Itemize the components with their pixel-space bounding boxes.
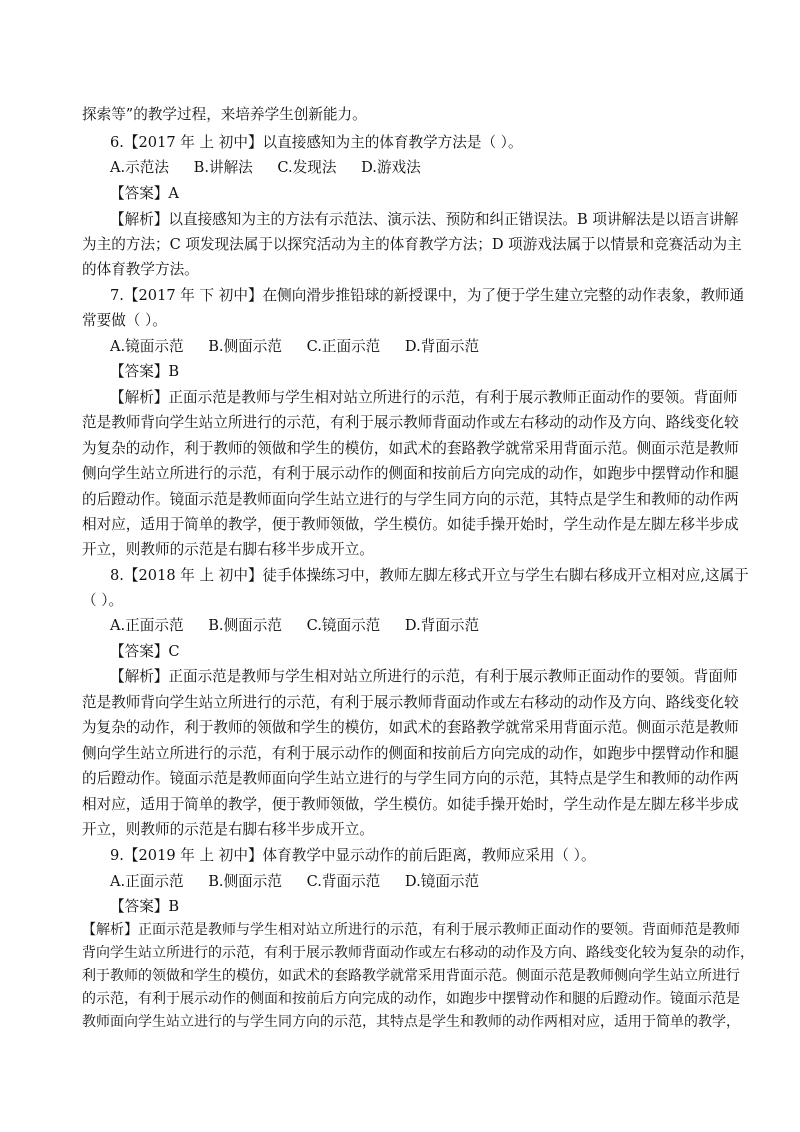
text-line: 探索等”的教学过程，来培养学生创新能力。 — [82, 106, 367, 123]
question-8-choices — [110, 616, 479, 636]
answer-6: 【答案】A — [110, 185, 179, 202]
question-6: 6.【2017 年 上 初中】以直接感知为主的体育教学方法是（ ）。 — [110, 134, 523, 151]
analysis-line: 范是教师背向学生站立所进行的示范，有利于展示教师背面动作或左右移动的动作及方向、路线变化较 — [82, 694, 739, 711]
choice-d: D.背面示范 — [404, 617, 480, 634]
choice-b: B.侧面示范 — [208, 617, 282, 634]
analysis-line: 开立，则教师的示范是右脚右移半步成开立。 — [82, 821, 374, 838]
answer-9: 【答案】B — [110, 898, 180, 915]
analysis-line: 的后蹬动作。镜面示范是教师面向学生站立进行的与学生同方向的示范，其特点是学生和教师的动作两 — [82, 491, 739, 508]
analysis-line: 为主的方法；C 项发现法属于以探究活动为主的体育教学方法；D 项游戏法属于以情景和竞赛活动为主 — [82, 236, 742, 253]
analysis-line: 【解析】正面示范是教师与学生相对站立所进行的示范，有利于展示教师正面动作的要领。背面师 — [110, 668, 738, 685]
answer-7: 【答案】B — [110, 363, 180, 380]
analysis-line: 【解析】正面示范是教师与学生相对站立所进行的示范，有利于展示教师正面动作的要领。背面师 — [110, 389, 738, 406]
question-9-choices — [110, 872, 479, 892]
choice-b: B.侧面示范 — [208, 338, 282, 355]
question-7-cont: 常要做（ ）。 — [82, 312, 167, 329]
question-7: 7.【2017 年 下 初中】在侧向滑步推铅球的新授课中，为了便于学生建立完整的动作表象，教师通 — [110, 287, 745, 304]
choice-b: B.侧面示范 — [208, 873, 282, 890]
analysis-line: 的示范，有利于展示动作的侧面和按前后方向完成的动作，如跑步中摆臂动作和腿的后蹬动作。镜面示范是 — [82, 991, 740, 1007]
choice-a: A.正面示范 — [110, 617, 184, 634]
analysis-line: 的体育教学方法。 — [82, 261, 199, 278]
answer-8: 【答案】C — [110, 643, 180, 660]
analysis-line: 侧向学生站立所进行的示范，有利于展示动作的侧面和按前后方向完成的动作，如跑步中摆臂动作和腿 — [82, 465, 739, 482]
analysis-line: 范是教师背向学生站立所进行的示范，有利于展示教师背面动作或左右移动的动作及方向、路线变化较 — [82, 414, 739, 431]
analysis-line: 开立，则教师的示范是右脚右移半步成开立。 — [82, 541, 374, 558]
analysis-line: 相对应，适用于简单的教学，便于教师领做，学生模仿。如徒手操开始时，学生动作是左脚左移半步成 — [82, 796, 739, 813]
analysis-line: 为复杂的动作，利于教师的领做和学生的模仿，如武术的套路教学就常采用背面示范。侧面示范是教师 — [82, 440, 739, 457]
analysis-line: 的后蹬动作。镜面示范是教师面向学生站立进行的与学生同方向的示范，其特点是学生和教师的动作两 — [82, 770, 739, 787]
question-8-cont: （ ）。 — [82, 592, 124, 609]
analysis-line: 侧向学生站立所进行的示范，有利于展示动作的侧面和按前后方向完成的动作，如跑步中摆臂动作和腿 — [82, 745, 739, 762]
choice-c: C.镜面示范 — [306, 617, 381, 634]
choice-d: D.背面示范 — [404, 338, 480, 355]
analysis-line: 相对应，适用于简单的教学，便于教师领做，学生模仿。如徒手操开始时，学生动作是左脚左移半步成 — [82, 516, 739, 533]
choice-d: D.游戏法 — [361, 159, 421, 176]
analysis-line: 背向学生站立所进行的示范，有利于展示教师背面动作或左右移动的动作及方向、路线变化较为复杂的动作， — [82, 945, 754, 961]
choice-b: B.讲解法 — [193, 159, 253, 176]
choice-a: A.镜面示范 — [110, 338, 184, 355]
analysis-line: 利于教师的领做和学生的模仿，如武术的套路教学就常采用背面示范。侧面示范是教师侧向学生站立所进行 — [82, 968, 740, 984]
analysis-line: 【解析】以直接感知为主的方法有示范法、演示法、预防和纠正错误法。B 项讲解法是以语言讲解 — [110, 211, 739, 228]
question-7-choices — [110, 337, 479, 357]
choice-c: C.正面示范 — [306, 338, 381, 355]
question-8: 8.【2018 年 上 初中】徒手体操练习中，教师左脚左移式开立与学生右脚右移成开立相对应,这属于 — [110, 567, 749, 584]
choice-a: A.示范法 — [110, 159, 169, 176]
analysis-line: 教师面向学生站立进行的与学生同方向的示范，其特点是学生和教师的动作两相对应，适用于简单的教学， — [82, 1014, 740, 1030]
analysis-line: 【解析】正面示范是教师与学生相对站立所进行的示范，有利于展示教师正面动作的要领。背面师范是教师 — [82, 922, 740, 938]
choice-d: D.镜面示范 — [404, 873, 480, 890]
choice-c: C.背面示范 — [306, 873, 381, 890]
choice-a: A.正面示范 — [110, 873, 184, 890]
analysis-line: 为复杂的动作，利于教师的领做和学生的模仿，如武术的套路教学就常采用背面示范。侧面示范是教师 — [82, 719, 739, 736]
question-9: 9.【2019 年 上 初中】体育教学中显示动作的前后距离，教师应采用（ ）。 — [110, 847, 596, 864]
choice-c: C.发现法 — [277, 159, 337, 176]
question-6-choices — [110, 158, 421, 178]
